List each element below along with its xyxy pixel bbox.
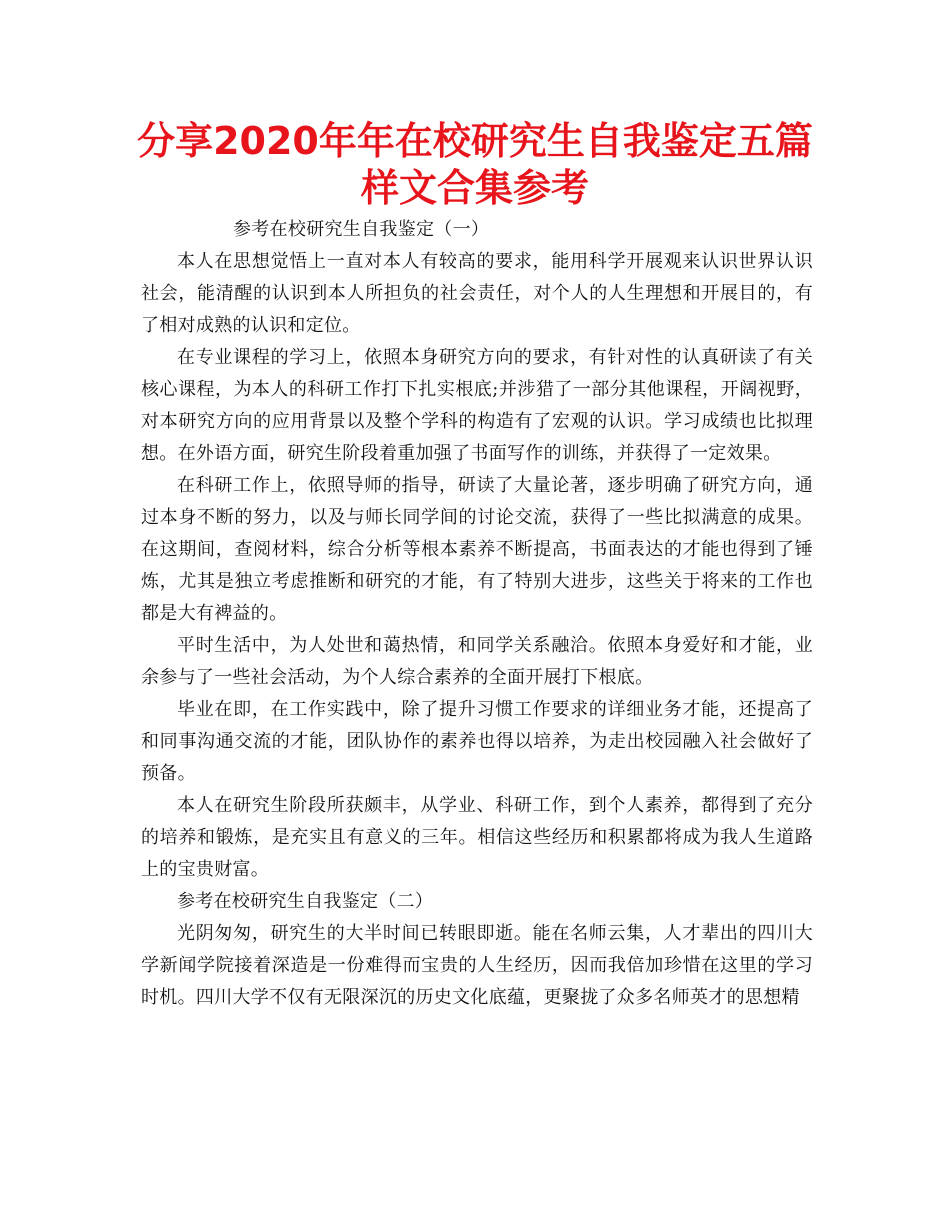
paragraph: 在专业课程的学习上，依照本身研究方向的要求，有针对性的认真研读了有关核心课程，为本人的科研工作打下扎实根底;并涉猎了一部分其他课程，开阔视野，对本研究方向的应用背景以及整个学科的构造有了宏观的认识。学习成绩也比拟理想。在外语方面，研究生阶段着重加强了书面写作的训练，并获得了一定效果。 xyxy=(141,347,813,464)
section-heading-1: 参考在校研究生自我鉴定（一） xyxy=(233,219,490,240)
document-body xyxy=(141,214,813,1014)
paragraph: 光阴匆匆，研究生的大半时间已转眼即逝。能在名师云集，人才辈出的四川大学新闻学院接着深造是一份难得而宝贵的人生经历，因而我倍加珍惜在这里的学习时机。四川大学不仅有无限深沉的历史文化底蕴，更聚拢了众多名师英才的思想精 xyxy=(141,923,813,1008)
paragraph: 本人在思想觉悟上一直对本人有较高的要求，能用科学开展观来认识世界认识社会，能清醒的认识到本人所担负的社会责任，对个人的人生理想和开展目的，有了相对成熟的认识和定位。 xyxy=(141,251,813,336)
paragraph: 毕业在即，在工作实践中，除了提升习惯工作要求的详细业务才能，还提高了和同事沟通交流的才能，团队协作的素养也得以培养，为走出校园融入社会做好了预备。 xyxy=(141,699,813,784)
paragraph: 在科研工作上，依照导师的指导，研读了大量论著，逐步明确了研究方向，通过本身不断的努力，以及与师长同学间的讨论交流，获得了一些比拟满意的成果。在这期间，查阅材料，综合分析等根本素养不断提高，书面表达的才能也得到了锤炼，尤其是独立考虑推断和研究的才能，有了特别大进步，这些关于将来的工作也都是大有裨益的。 xyxy=(141,475,813,624)
document-title: 分享2020年年在校研究生自我鉴定五篇样文合集参考 xyxy=(137,119,813,210)
section-heading-2: 参考在校研究生自我鉴定（二） xyxy=(177,891,434,912)
paragraph: 本人在研究生阶段所获颇丰，从学业、科研工作，到个人素养，都得到了充分的培养和锻炼，是充实且有意义的三年。相信这些经历和积累都将成为我人生道路上的宝贵财富。 xyxy=(141,795,813,880)
paragraph: 平时生活中，为人处世和蔼热情，和同学关系融洽。依照本身爱好和才能，业余参与了一些社会活动，为个人综合素养的全面开展打下根底。 xyxy=(141,635,813,688)
